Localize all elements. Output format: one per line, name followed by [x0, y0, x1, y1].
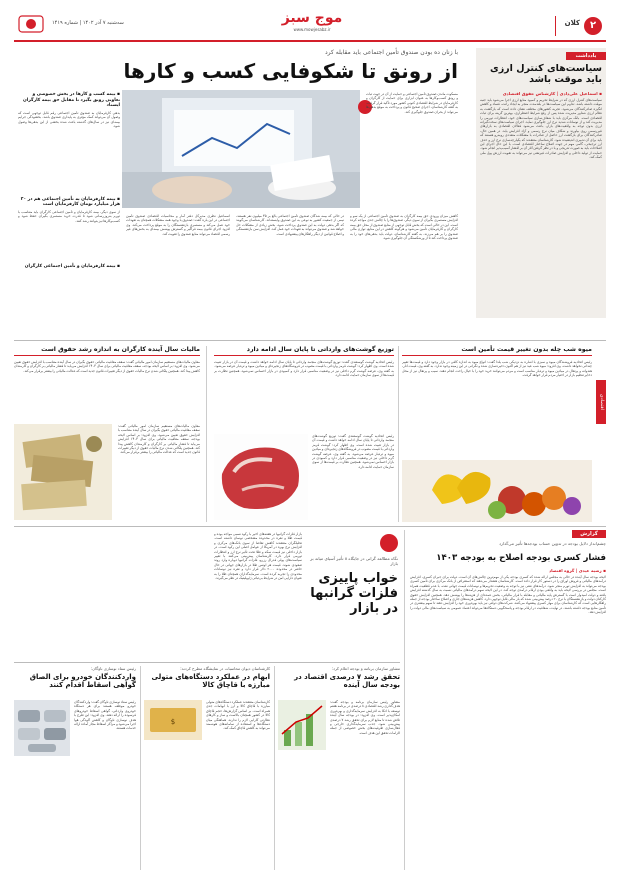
- smuggling-headline: ابهام در عملکرد دستگاه‌های متولی مبارزه با قاچاق کالا: [151, 673, 270, 690]
- sidebar-author: ▪ اسماعیل علی‌دادی | کارشناس حقوق اقتصادی: [502, 91, 602, 96]
- sidebar-column: [476, 48, 606, 318]
- smuggling-article: [144, 666, 270, 870]
- budget-byline: ▪ رضیه عیدی | گروه اقتصاد: [548, 568, 606, 573]
- lead-kicker: با زنان ده بودن صندوق تأمین اجتماعی باید مقابله کرد: [325, 49, 458, 56]
- metals-body: بازار فلزات گرانبها در هفته‌های اخیر با رکود نسبی مواجه بوده و قیمت طلا و نقره در محدوده مشخصی نوسان داشته است. تحلیلگران معتقدند کاهش تقاضا از سوی بانک‌های مرکزی و افزایش نرخ بهره در آمریکا از عوامل اصلی این رکود است. در بازار داخلی نیز قیمت سکه و طلا تحت تأثیر نرخ ارز و انتظارات تورمی قرار دارد. کارشناسان پیش‌بینی می‌کنند با تغییر سیاست‌های پولی فدرال رزرو، فلزات گرانبها دوباره وارد روند صعودی شوند. قیمت هر اونس طلا در بازارهای جهانی در حال حاضر در محدوده ۲۰۰۰ دلار قرار دارد و نقره نیز نوسانات محدودی را تجربه کرده است. سرمایه‌گذاران همچنان طلا را به عنوان دارایی امن در شرایط بی‌ثباتی ژئوپلیتیک در نظر می‌گیرند.: [214, 532, 302, 581]
- bottom-divider-2: [274, 666, 275, 870]
- meat-headline-box: [214, 344, 394, 356]
- lead-subhead-2: ▪ بیمه کارفرمایان به تأمین اجتماعی هم در ۲۰ هزار میلیارد تومان کارفرمایان است: [20, 196, 120, 208]
- tax-photo: [14, 424, 112, 520]
- growth-article: [278, 666, 400, 870]
- section-label: کلان: [564, 19, 580, 27]
- budget-body: لایحه بودجه سال آینده در حالی به مجلس ارائه شده که کسری بودجه یکی از مهم‌ترین چالش‌های آن است. دولت برای جبران کسری، افزایش درآمدهای مالیاتی و فروش اوراق را در دستور کار قرار داده است. کارشناسان هشدار می‌دهند که استقراض از بانک مرکزی برای تأمین کسری بودجه می‌تواند به افزایش تورم منجر شود. درآمدهای نفتی نیز با توجه به وضعیت تحریم‌ها و نوسانات قیمت جهانی نفت، با عدم قطعیت همراه است. مجلس در بررسی لایحه باید به واقعی بودن ارقام درآمدی توجه کند. در این لایحه سهم درآمدهای مالیاتی نسبت به سال گذشته افزایش یافته و دولت امیدوار است با گسترش پایه مالیاتی و مقابله با فرار مالیاتی، بخش عمده‌ای از هزینه‌ها را پوشش دهد. همچنین افزایش حقوق کارکنان دولت و بازنشستگان با نرخ ۲۰ درصد پیش‌بینی شده که بار مالی قابل توجهی دارد. کاهش هزینه‌های جاری و اصلاح ساختار بودجه از جمله راهکارهایی است که کارشناسان برای مهار کسری پیشنهاد می‌کنند. شرکت‌های دولتی نیز باید بهره‌وری خود را افزایش دهند تا سهم بیشتری در تأمین منابع بودجه داشته باشند. در نهایت، شفافیت در ارقام بودجه و پاسخگویی دستگاه‌ها می‌تواند اعتماد عمومی به سیاست‌های مالی دولت را افزایش دهد.: [410, 575, 606, 615]
- row2-divider-2: [206, 346, 207, 522]
- issue-date: سه‌شنبه ۷ آذر ۱۴۰۲ | شماره ۱۴۱۹: [52, 20, 124, 26]
- page-number-badge: ۲: [584, 17, 602, 35]
- logo-site: www.mowjesabz.ir: [293, 27, 331, 32]
- lead-subhead-1: ▪ بیمه کسب و کارها در بخش خصوصی و تعاونی رونق بگیرد تا مقابل حق بیمه کارگران ایستاد: [23, 92, 120, 109]
- lead-summary: مسکوت ماندن صندوق تأمین اجتماعی و حمایت از آن در جهت ثبات و رونق کسب‌وکارها به عنوان ابزاری برای حمایت از کارگران و کارفرمایان در شرایط اقتصادی کنونی کشور مورد تأکید قرار گرفت. به گفته کارشناسان، اجرای صحیح قانون و پرداخت به موقع بدهی‌ها می‌تواند از بحران صندوق جلوگیری کند.: [366, 92, 458, 114]
- budget-tag: گزارش: [572, 530, 606, 538]
- lead-body-2: در حالی که بیمه شدگان صندوق تأمین اجتماعی بالغ بر ۴۵ میلیون نفر هستند، نیمی از جمعیت کشور به نوعی به این صندوق وابسته‌اند. کارشناسان می‌گویند که اگر بدهی دولت به این صندوق پرداخت شود، بخش زیادی از مشکلات حل خواهد شد و صندوق می‌تواند به تعهدات خود عمل کند. افزایش سن بازنشستگی و اصلاح قوانین از دیگر راهکارهای پیشنهادی است.: [236, 214, 344, 236]
- row2-divider-1: [398, 346, 399, 522]
- budget-article: [410, 530, 606, 870]
- lead-body-3: اسماعیل نظری مدیرکل دفتر آمار و محاسبات اقتصادی صندوق تأمین اجتماعی در این باره گفت: صندوق با وجود همه مشکلات همچنان به تعهدات خود عمل می‌کند و مستمری بازنشستگان را به موقع پرداخت می‌کند. وی افزود اجرای قانون بیمه فراگیر و گسترش پوشش بیمه‌ای به بخش‌های غیر رسمی اقتصاد می‌تواند منابع صندوق را تقویت کند.: [126, 214, 230, 236]
- fruit-headline-box: [402, 344, 592, 356]
- row2-bottom-divider: [14, 526, 606, 527]
- row1-divider: [14, 340, 606, 341]
- growth-body: مشاور رئیس سازمان برنامه و بودجه گفت: هدف‌گذاری رشد اقتصادی ۸ درصدی در برنامه هفتم توسعه با اتکا به افزایش سرمایه‌گذاری و بهره‌وری امکان‌پذیر است. وی افزود: در بودجه سال آینده تلاش شده تا منابع لازم برای تحقق رشد ۷ درصدی پیش‌بینی شود. جذب سرمایه‌گذاری خارجی و فعال‌سازی ظرفیت‌های بخش خصوصی از جمله الزامات تحقق این هدف است.: [330, 700, 400, 735]
- side-vertical-tag: اقتصادی: [596, 380, 606, 424]
- growth-photo: [278, 700, 326, 750]
- sidebar-tag: یادداشت: [566, 52, 606, 60]
- lead-photo: [122, 90, 360, 208]
- fruit-headline: میوه شب چله بدون تغییر قیمت تأمین است: [461, 346, 592, 353]
- row2-article-tax: [14, 344, 200, 524]
- smuggling-body: کارشناسان معتقدند عملکرد دستگاه‌های متولی مبارزه با قاچاق کالا و ارز با ابهامات جدی همراه است. بر اساس گزارش‌ها، حجم قاچاق کالا در کشور همچنان بالاست و ساز و کارهای نظارتی کارایی لازم را ندارند. هماهنگی میان دستگاه‌ها و استفاده از سامانه‌های هوشمند می‌تواند به کاهش قاچاق کمک کند.: [206, 700, 270, 731]
- tax-body-continued: معاون مالیات‌های مستقیم سازمان امور مالیاتی گفت: سقف معافیت مالیاتی حقوق بگیران در سال آینده متناسب با افزایش حقوق تعیین می‌شود. وی افزود: بر اساس لایحه بودجه، سقف معافیت مالیاتی برای سال ۱۴۰۳ افزایش می‌یابد تا فشار مالیاتی بر کارگران و کارمندان کاهش پیدا کند. همچنین پلکانی شدن نرخ مالیات حقوق از دیگر تغییرات قانون جدید است که عدالت مالیاتی را بیشتر برقرار می‌کند.: [118, 424, 200, 455]
- svg-text:$: $: [170, 718, 176, 726]
- lead-headline: از رونق تا شکوفایی کسب و کارها: [123, 59, 458, 83]
- tax-headline-box: [14, 344, 200, 356]
- cars-photo: [14, 700, 70, 756]
- metals-headline: خواب پاییزی فلزات گرانبها در بازار: [310, 571, 398, 616]
- tax-headline: مالیات سال آینده کارگران به اندازه رشد حقوق است: [41, 346, 200, 353]
- bottom-divider-1: [404, 530, 405, 870]
- sidebar-headline: سیاست‌های کنترل ارزی باید موقت باشد: [490, 63, 602, 85]
- masthead-rule: [14, 40, 606, 42]
- lead-body-1: کاهش میزان ورودی حق بیمه کارگران به صندوق تأمین اجتماعی از یک سو و افزایش مستمری بگیران از سوی دیگر، صندوق‌ها را با چالش جدی مواجه کرده است. این در حالی است که بخش قابل توجهی از منابع صندوق از محل حق بیمه کارگران و کارفرمایان تأمین می‌شود و هرگونه کاهش در این منابع، توازن مالی صندوق را بر هم می‌زند. به گفته کارشناسان، دولت باید بدهی‌های خود را به صندوق پرداخت کند تا از ورشکستگی آن جلوگیری شود.: [350, 214, 458, 241]
- smuggling-kicker: کارشناسان دیوان محاسبات در نمایشگاه مطرح کردند:: [180, 666, 270, 671]
- lead-subhead-3: ▪ بیمه کارفرمایان و تأمین اجتماعی کارگران: [24, 263, 120, 269]
- lead-left-column: [18, 92, 120, 336]
- metals-badge-icon: [380, 534, 398, 552]
- logo-text: موج سبز: [281, 10, 343, 26]
- lead-article: [14, 48, 468, 338]
- tax-body: معاون مالیات‌های مستقیم سازمان امور مالیاتی گفت: سقف معافیت مالیاتی حقوق بگیران در سال آینده متناسب با افزایش حقوق تعیین می‌شود. وی افزود: بر اساس لایحه بودجه، سقف معافیت مالیاتی برای سال ۱۴۰۳ افزایش می‌یابد تا فشار مالیاتی بر کارگران و کارمندان کاهش پیدا کند. همچنین پلکانی شدن نرخ مالیات حقوق از دیگر تغییرات قانون جدید است که عدالت مالیاتی را بیشتر برقرار می‌کند.: [14, 360, 200, 373]
- masthead-emblem-icon: [18, 14, 44, 34]
- row2-article-meat: [214, 344, 394, 524]
- lead-body-4: بدهی کارفرمایان به صندوق تأمین اجتماعی رقم قابل توجهی است که وصول آن می‌تواند کمک مؤثری به پایداری صندوق باشد. بخشودگی جرایم بیمه‌ای نیز در سال‌های گذشته باعث شده بخشی از این بدهی‌ها وصول شود.: [18, 110, 120, 128]
- fruit-photo: [402, 460, 592, 522]
- budget-headline: فشار کسری بودجه اصلاح به بودجه ۱۴۰۳: [436, 553, 606, 563]
- sidebar-body: سیاست‌های کنترل ارزی که در شرایط تحریم و کمبود منابع ارزی اجرا می‌شود باید جنبه موقت داشته باشد. تداوم این سیاست‌ها در بلندمدت منجر به ایجاد رانت، فساد و کاهش انگیزه صادرکنندگان می‌شود. تجربه کشورهای مختلف نشان داده است که بازگشت به نظام ارزی شناور مدیریت شده پس از رفع شرایط اضطراری، بهترین گزینه برای ثبات اقتصادی است. بانک مرکزی باید با شفاف‌سازی سیاست‌های خود، انتظارات تورمی را مدیریت کند و از نوسانات شدید نرخ ارز جلوگیری نماید. اجرای سیاست‌های سخت‌گیرانه ارزی بدون توجه به واقعیت‌های بازار، باعث می‌شود فعالان اقتصادی به بازارهای غیررسمی روی بیاورند و شکاف میان نرخ رسمی و آزاد افزایش یابد. در همین حال، صادرکنندگان برای بازگشت ارز حاصل از صادرات با مشکلات متعددی روبه‌رو هستند که باید برای آن تدبیری اندیشیده شود. کارشناسان معتقدند که یکپارچه‌سازی نرخ ارز و حذف ارز ترجیحی، گامی مهم در جهت اصلاح ساختار اقتصادی است. با این حال اجرای این اصلاحات باید به صورت تدریجی و با در نظر گرفتن آثار آن بر اقشار آسیب‌پذیر انجام شود. حمایت از تولید داخلی و افزایش صادرات غیرنفتی نیز می‌تواند به تقویت ارزش پول ملی کمک کند.: [480, 98, 602, 160]
- growth-headline: تحقق رشد ۷ درصدی اقتصاد در بودجه سال آینده: [294, 673, 400, 690]
- masthead: [0, 0, 620, 40]
- meat-headline: توزیع گوشت‌های وارداتی تا پایان سال ادامه دارد: [246, 346, 394, 353]
- smuggling-photo: [144, 700, 202, 740]
- lead-body-5: از سوی دیگر، بیمه کارفرمایان و تأمین اجتماعی کارگران باید متناسب با تورم به‌روزرسانی شود تا قدرت خرید مستمری بگیران حفظ شود و کسب‌وکارها نیز بتوانند رشد کنند.: [18, 209, 120, 223]
- fruit-body: رئیس اتحادیه فروشندگان میوه و سبزی با اشاره به نزدیکی شب یلدا گفت: انواع میوه به اندازه کافی در بازار وجود دارد و قیمت‌ها تغییر چندانی نخواهد داشت. وی افزود: میوه شب عید نیز از هم اکنون ذخیره‌سازی شده و نگرانی در این زمینه وجود ندارد. به گفته وی، قیمت انار، هندوانه و پرتقال در میادین میوه و تره‌بار مناسب است و مردم می‌توانند خرید خود را با خیال راحت انجام دهند. سیب و پرتقال نیز از محل ذخایر تنظیم بازار در اختیار مردم قرار خواهد گرفت.: [402, 360, 592, 378]
- section-divider: [555, 16, 556, 36]
- row2-article-fruit: [402, 344, 592, 524]
- meat-body: رئیس اتحادیه گوشت گوسفندی گفت: توزیع گوشت‌های منجمد وارداتی تا پایان سال ادامه خواهد داشت و قیمت آن در بازار تثبیت شده است. وی اظهار کرد: گوشت قرمز وارداتی با قیمت مصوب در فروشگاه‌های زنجیره‌ای و میادین میوه و تره‌بار عرضه می‌شود. به گفته وی، عرضه گوشت گرم داخلی نیز در وضعیت مناسبی قرار دارد و کمبودی در بازار احساس نمی‌شود. همچنین نظارت بر قیمت‌ها از سوی سازمان حمایت ادامه دارد.: [214, 360, 394, 378]
- cars-kicker: رئیس ستاد نوسازی ناوگان:: [90, 666, 136, 671]
- cars-body: رئیس ستاد نوسازی ناوگان گفت: واردکنندگان خودرو موظف هستند برای هر دستگاه خودروی وارداتی، گواهی اسقاط خودروهای فرسوده را ارائه دهند. وی افزود: این طرح با هدف نوسازی ناوگان و کاهش آلودگی هوا اجرا می‌شود و مراکز اسقاط مجاز آماده ارائه خدمات هستند.: [74, 700, 136, 731]
- metals-kicker: نگاه مطالعه گرانی در جایگاه ۸ تأثیر آسیای میانه بر بازار: [310, 556, 398, 566]
- bottom-divider-3: [140, 666, 141, 870]
- metals-bottom-divider: [14, 662, 400, 663]
- budget-kicker: چشم‌انداز دلایل بودجه در تدوین حساب بودجه‌ها تأثیر می‌گذارد: [499, 541, 606, 546]
- cars-article: [14, 666, 136, 870]
- meat-body-continued: رئیس اتحادیه گوشت گوسفندی گفت: توزیع گوشت‌های منجمد وارداتی تا پایان سال ادامه خواهد داشت و قیمت آن در بازار تثبیت شده است. وی اظهار کرد: گوشت قرمز وارداتی با قیمت مصوب در فروشگاه‌های زنجیره‌ای و میادین میوه و تره‌بار عرضه می‌شود. به گفته وی، عرضه گوشت گرم داخلی نیز در وضعیت مناسبی قرار دارد و کمبودی در بازار احساس نمی‌شود. همچنین نظارت بر قیمت‌ها از سوی سازمان حمایت ادامه دارد.: [312, 434, 394, 469]
- cars-headline: واردکنندگان خودرو برای الصاق گواهی اسقاط اقدام کنند: [29, 673, 136, 690]
- growth-kicker: مشاور سازمان برنامه و بودجه اعلام کرد:: [331, 666, 400, 671]
- masthead-logo: [280, 10, 344, 38]
- metals-article: [214, 530, 400, 660]
- meat-photo: [214, 434, 308, 520]
